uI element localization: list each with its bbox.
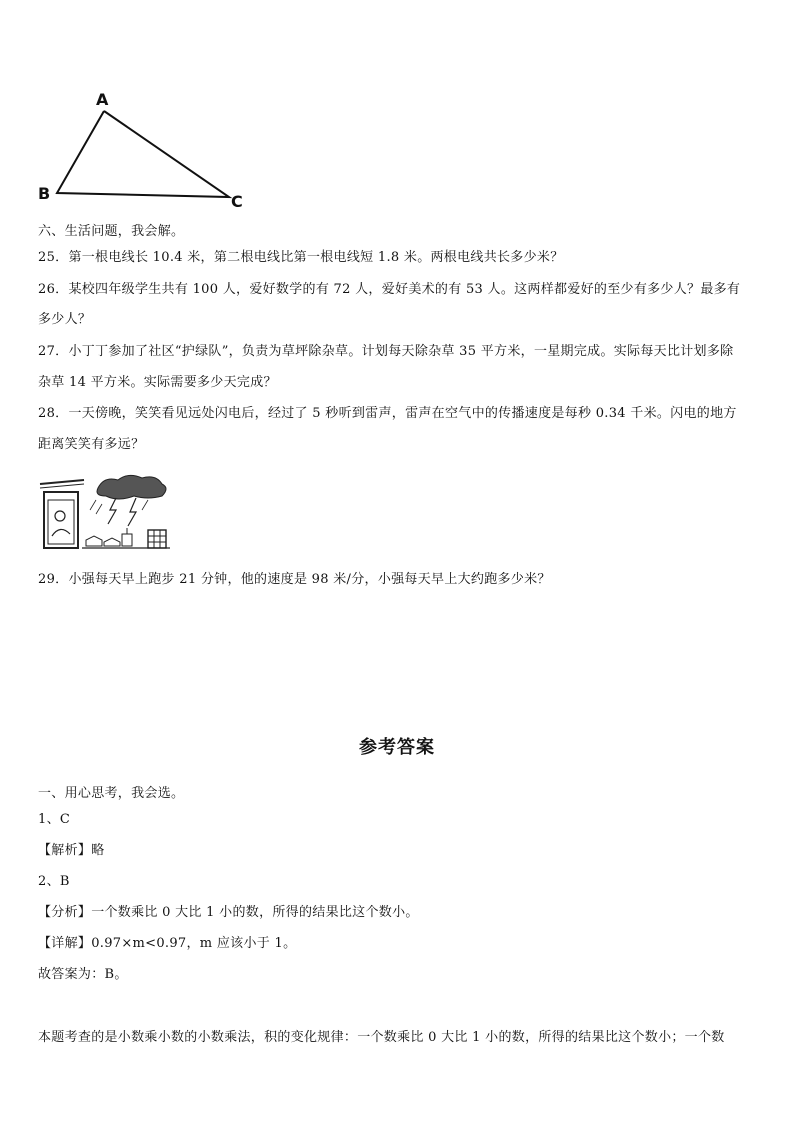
thunderstorm-illustration xyxy=(38,470,178,560)
triangle-vertex-a: A xyxy=(96,90,109,109)
answer-1: 1、C xyxy=(38,812,71,827)
answer-2-conclusion: 故答案为：B。 xyxy=(38,967,128,982)
problem-27-line-2: 杂草 14 平方米。实际需要多少天完成？ xyxy=(38,375,277,390)
problem-29: 29．小强每天早上跑步 21 分钟，他的速度是 98 米/分，小强每天早上大约跑多少米？ xyxy=(38,572,551,587)
problem-26-line-2: 多少人？ xyxy=(38,312,92,327)
section-heading: 六、生活问题，我会解。 xyxy=(38,224,185,239)
answers-title: 参考答案 xyxy=(359,737,435,758)
triangle-shape xyxy=(57,111,229,197)
answer-2-analysis: 【分析】一个数乘比 0 大比 1 小的数，所得的结果比这个数小。 xyxy=(38,905,419,920)
problem-25: 25．第一根电线长 10.4 米，第二根电线比第一根电线短 1.8 米。两根电线共长多少米？ xyxy=(38,250,564,265)
answer-1-analysis: 【解析】略 xyxy=(38,843,105,858)
triangle-figure xyxy=(0,0,794,220)
problem-28-line-2: 距离笑笑有多远？ xyxy=(38,437,145,452)
answer-2-summary: 本题考查的是小数乘小数的小数乘法，积的变化规律：一个数乘比 0 大比 1 小的数，所得的结果比这个数小；一个数 xyxy=(38,1030,725,1045)
problem-28-line-1: 28．一天傍晚，笑笑看见远处闪电后，经过了 5 秒听到雷声，雷声在空气中的传播速度是每秒 0.34 千米。闪电的地方 xyxy=(38,406,737,421)
triangle-vertex-b: B xyxy=(38,184,51,203)
problem-27-line-1: 27．小丁丁参加了社区“护绿队”，负责为草坪除杂草。计划每天除杂草 35 平方米，一星期完成。实际每天比计划多除 xyxy=(38,344,734,359)
answer-2-detail: 【详解】0.97×m<0.97，m 应该小于 1。 xyxy=(38,936,297,951)
triangle-vertex-c: C xyxy=(231,192,243,211)
problem-26-line-1: 26．某校四年级学生共有 100 人，爱好数学的有 72 人，爱好美术的有 53 人。这两样都爱好的至少有多少人？最多有 xyxy=(38,282,741,297)
answers-section-heading: 一、用心思考，我会选。 xyxy=(38,786,185,801)
answer-2: 2、B xyxy=(38,874,70,889)
